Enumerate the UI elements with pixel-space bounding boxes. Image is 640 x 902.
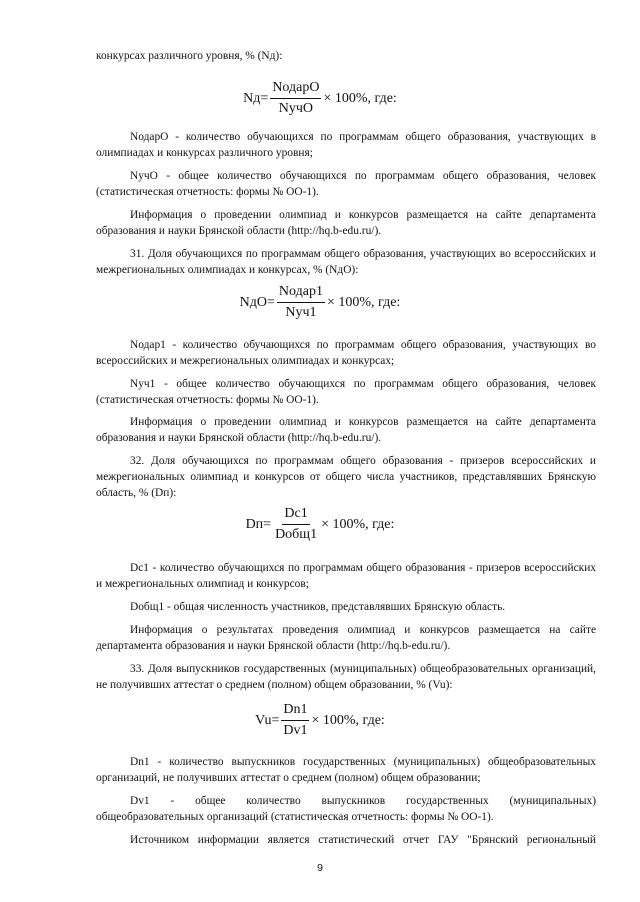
formula-numerator: Nодар1 <box>277 284 325 303</box>
formula-lhs: Nд= <box>243 90 269 106</box>
formula-nd <box>0 80 640 117</box>
definition-nodar1: Nодар1 - количество обучающихся по программам общего образования, участвующих во всероссийских и межрегиональных олимпиадах и конкурсах; <box>96 339 596 367</box>
definition-dc1: Dс1 - количество обучающихся по программам общего образования - призеров всероссийских и межрегиональных олимпиад и конкурсов; <box>96 562 596 590</box>
formula-vu <box>0 702 640 739</box>
item-33-heading: 33. Доля выпускников государственных (муниципальных) общеобразовательных организаций, не получивших аттестат о среднем (полном) общем образовании, % (Vu): <box>96 663 596 691</box>
definition-nucho: NучО - общее количество обучающихся по программам общего образования, человек (статистическая отчетность: формы № ОО-1). <box>96 170 596 198</box>
formula-numerator: Dс1 <box>282 506 309 525</box>
formula-numerator: NодарО <box>270 80 321 99</box>
item-32-heading: 32. Доля обучающихся по программам общего образования - призеров всероссийских и межрегиональных олимпиад и конкурсов от общего числа участников, представлявших Брянскую область, % (Dп): <box>96 455 596 499</box>
formula-denominator: NучО <box>278 101 314 116</box>
formula-rhs: × 100%, где: <box>323 90 397 106</box>
definition-dobsch1: Dобщ1 - общая численность участников, представлявших Брянскую область. <box>130 601 506 613</box>
formula-denominator: Dобщ1 <box>275 527 318 542</box>
formula-ndo <box>0 284 640 321</box>
definition-nuch1: Nуч1 - общее количество обучающихся по программам общего образования, человек (статистическая отчетность: формы № ОО-1). <box>96 378 596 406</box>
formula-fraction <box>281 702 309 739</box>
formula-denominator: Dv1 <box>283 723 308 738</box>
definition-nodaro: NодарО - количество обучающихся по программам общего образования, участвующих в олимпиадах и конкурсах различного уровня; <box>96 131 596 159</box>
formula-denominator: Nуч1 <box>285 305 317 320</box>
formula-dp <box>0 506 640 543</box>
definition-dv1: Dv1 - общее количество выпускников государственных (муниципальных) общеобразовательных организаций (статистическая отчетность: формы № ОО-1). <box>96 795 596 823</box>
formula-fraction <box>273 506 319 543</box>
formula-fraction <box>270 80 321 117</box>
formula-fraction <box>277 284 325 321</box>
formula-numerator: Dn1 <box>281 702 309 721</box>
definition-dn1: Dn1 - количество выпускников государственных (муниципальных) общеобразовательных организаций, не получивших аттестат о среднем (полном) общем образовании; <box>96 756 596 784</box>
formula-lhs: NдО= <box>239 294 275 310</box>
formula-rhs: × 100%, где: <box>321 516 395 532</box>
item-31-heading: 31. Доля обучающихся по программам общего образования, участвующих во всероссийских и межрегиональных олимпиадах и конкурсах, % (NдО): <box>96 248 596 276</box>
info-olympiads-2: Информация о проведении олимпиад и конкурсов размещается на сайте департамента образования и науки Брянской области (http://hq.b-edu.ru/). <box>96 416 596 444</box>
paragraph-intro: конкурсах различного уровня, % (Nд): <box>96 50 283 62</box>
formula-rhs: × 100%, где: <box>311 712 385 728</box>
page-number: 9 <box>317 862 323 874</box>
info-source: Источником информации является статистический отчет ГАУ "Брянский региональный <box>130 834 596 846</box>
info-olympiads-1: Информация о проведении олимпиад и конкурсов размещается на сайте департамента образования и науки Брянской области (http://hq.b-edu.ru/). <box>96 209 596 237</box>
formula-rhs: × 100%, где: <box>326 294 401 310</box>
info-olympiads-3: Информация о результатах проведения олимпиад и конкурсов размещается на сайте департамента образования и науки Брянской области (http://hq.b-edu.ru/). <box>96 624 596 652</box>
formula-lhs: Vu= <box>255 712 280 728</box>
formula-lhs: Dп= <box>245 516 272 532</box>
